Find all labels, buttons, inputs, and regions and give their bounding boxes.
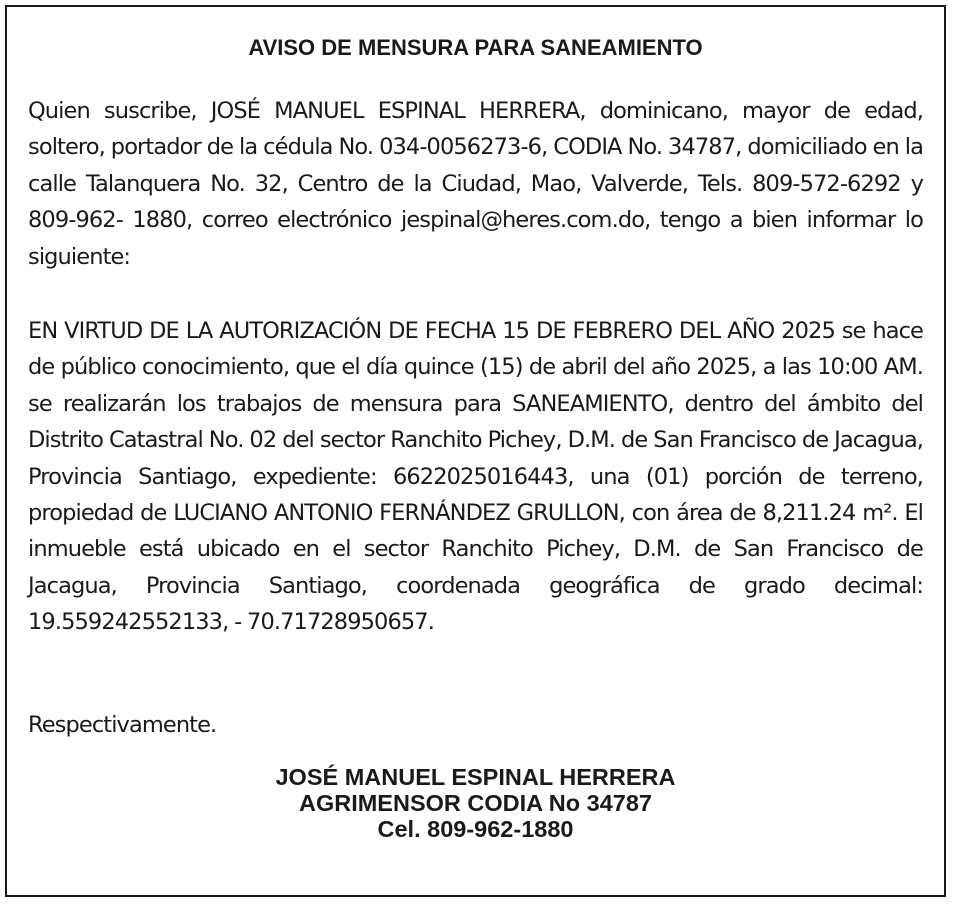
signature-role: AGRIMENSOR CODIA No 34787 bbox=[298, 790, 652, 816]
notice-title: AVISO DE MENSURA PARA SANEAMIENTO bbox=[248, 35, 703, 60]
intro-paragraph: Quien suscribe, JOSÉ MANUEL ESPINAL HERRERA, dominicano, mayor de edad, soltero, portador de la cédula No. 034-0056273-6, CODIA No. 34787, domiciliado en la calle Talanquera No. 32, Centro de la Ciudad, Mao, Valverde, Tels. 809-572-6292 y 809-962- 1880, correo electrónico jespinal@heres.com.do, tengo a bien informar lo siguiente: bbox=[28, 98, 923, 270]
closing-text: Respectivamente. bbox=[28, 712, 217, 738]
signature-name: JOSÉ MANUEL ESPINAL HERRERA bbox=[275, 764, 676, 790]
signature-phone: Cel. 809-962-1880 bbox=[377, 816, 574, 842]
signature-block bbox=[7, 764, 944, 842]
notice-box bbox=[5, 5, 946, 897]
announcement-paragraph: EN VIRTUD DE LA AUTORIZACIÓN DE FECHA 15 DE FEBRERO DEL AÑO 2025 se hace de público conocimiento, que el día quince (15) de abril del año 2025, a las 10:00 AM. se realizarán los trabajos de mensura para SANEAMIENTO, dentro del ámbito del Distrito Catastral No. 02 del sector Ranchito Pichey, D.M. de San Francisco de Jacagua, Provincia Santiago, expediente: 6622025016443, una (01) porción de terreno, propiedad de LUCIANO ANTONIO FERNÁNDEZ GRULLON, con área de 8,211.24 m². El inmueble está ubicado en el sector Ranchito Pichey, D.M. de San Francisco de Jacagua, Provincia Santiago, coordenada geográfica de grado decimal: 19.559242552133, - 70.71728950657. bbox=[28, 318, 923, 636]
